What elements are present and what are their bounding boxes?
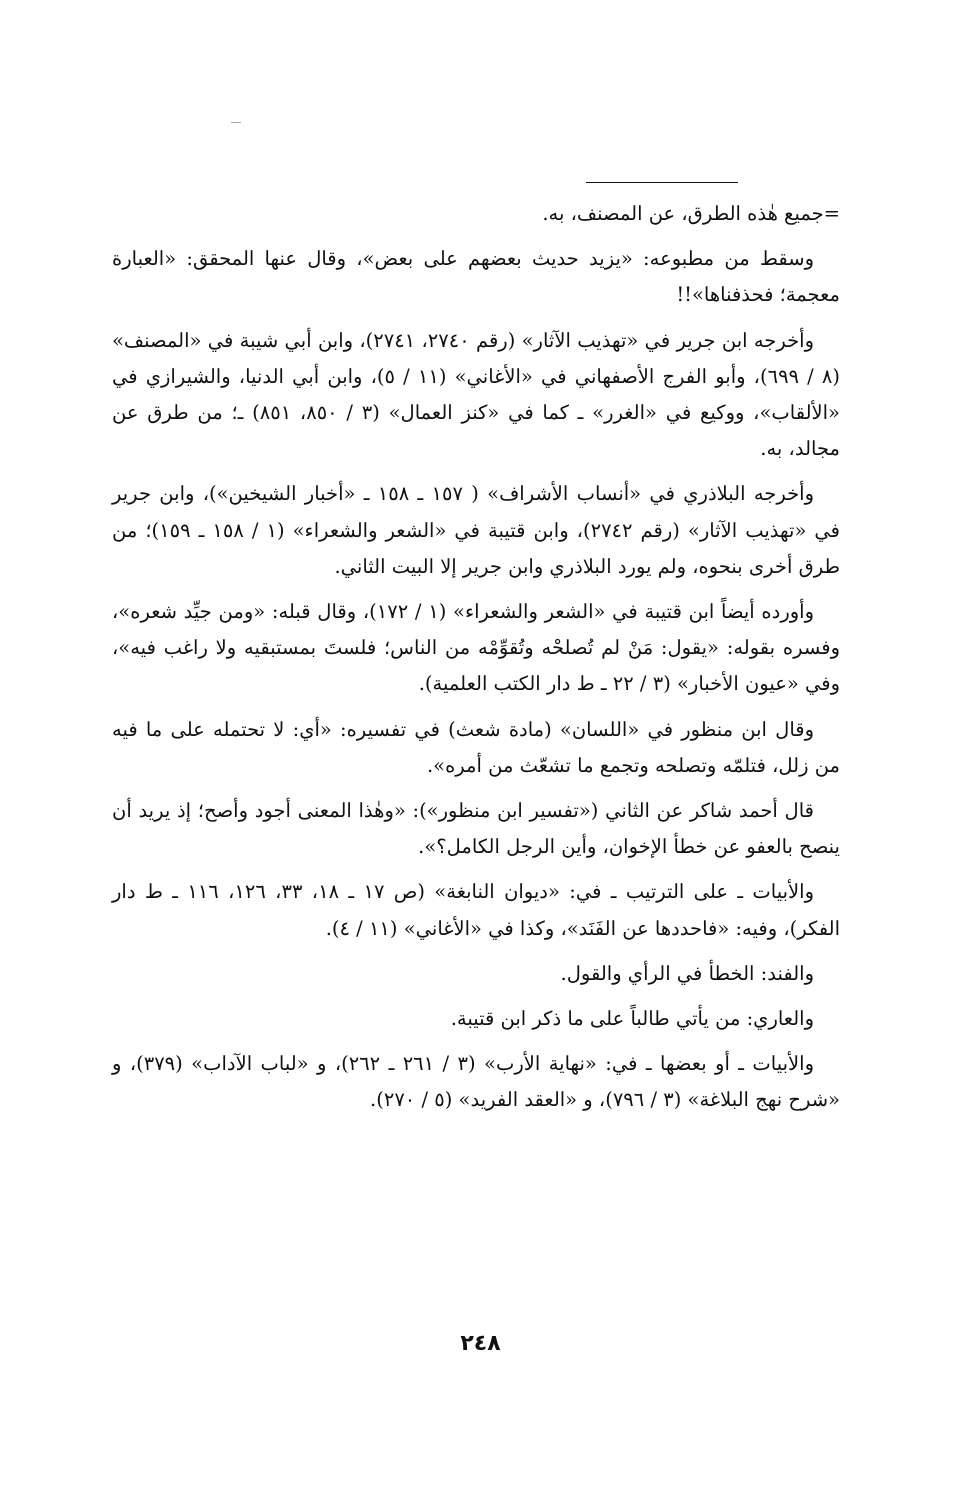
footnote-paragraph-ibn-manzur: وقال ابن منظور في «اللسان» (مادة شعث) في تفسيره: «أي: لا تحتمله على ما فيه من زلل، فتلمّه وتصلحه وتجمع ما تشعّث من أمره». xyxy=(112,717,840,777)
footnote-paragraph-ibn-qutayba: وأورده أيضاً ابن قتيبة في «الشعر والشعراء» (١ / ١٧٢)، وقال قبله: «ومن جيِّد شعره»، وفسره بقوله: «يقول: مَنْ لم تُصلحْه وتُقوِّمْه من الناس؛ فلستَ بمستبقيه ولا راغب فيه»، وفي «عيون الأخبار» (٣ / ٢٢ ـ ط دار الكتب العلمية). xyxy=(112,600,840,696)
footnote-paragraph-missing-text: وسقط من مطبوعه: «يزيد حديث بعضهم على بعض»، وقال عنها المحقق: «العبارة معجمة؛ فحذفناها»!! xyxy=(112,247,840,307)
footnote-text-block xyxy=(112,196,840,1128)
footnote-paragraph-continuation: =جميع هٰذه الطرق، عن المصنف، به. xyxy=(542,202,840,225)
footnote-paragraph-ahmad-shakir: قال أحمد شاكر عن الثاني («تفسير ابن منظور»): «وهٰذا المعنى أجود وأصح؛ إذ يريد أن ينصح بالعفو عن خطأ الإخوان، وأين الرجل الكامل؟». xyxy=(112,799,840,859)
footnote-paragraph-ibn-jarir-sources: وأخرجه ابن جرير في «تهذيب الآثار» (رقم ٢٧٤٠، ٢٧٤١)، وابن أبي شيبة في «المصنف» (٨ / ٦٩٩)، وأبو الفرج الأصفهاني في «الأغاني» (١١ / ٥)، وابن أبي الدنيا، والشيرازي في «الألقاب»، ووكيع في «الغرر» ـ كما في «كنز العمال» (٣ / ٨٥٠، ٨٥١) ـ؛ من طرق عن مجالد، به. xyxy=(112,328,840,461)
page-number: ٢٤٨ xyxy=(460,1331,501,1356)
footnote-paragraph-other-sources: والأبيات ـ أو بعضها ـ في: «نهاية الأرب» (٣ / ٢٦١ ـ ٢٦٢)، و «لباب الآداب» (٣٧٩)، و «شرح نهج البلاغة» (٣ / ٧٩٦)، و «العقد الفريد» (٥ / ٢٧٠). xyxy=(112,1052,840,1112)
footnote-separator-rule xyxy=(586,182,738,183)
footnote-paragraph-fand-definition: والفند: الخطأ في الرأي والقول. xyxy=(560,961,814,985)
footnote-paragraph-diwan-nabigha: والأبيات ـ على الترتيب ـ في: «ديوان النابغة» (ص ١٧ ـ ١٨، ٣٣، ١٢٦، ١١٦ ـ ط دار الفكر)، وفيه: «فاحددها عن الفَنَد»، وكذا في «الأغاني» (١١ / ٤). xyxy=(112,880,840,940)
footnote-paragraph-baladhuri: وأخرجه البلاذري في «أنساب الأشراف» ( ١٥٧ ـ ١٥٨ ـ «أخبار الشيخين»)، وابن جرير في «تهذيب الآثار» (رقم ٢٧٤٢)، وابن قتيبة في «الشعر والشعراء» (١ / ١٥٨ ـ ١٥٩)؛ من طرق أخرى بنحوه، ولم يورد البلاذري وابن جرير إلا البيت الثاني. xyxy=(112,482,840,578)
scan-mark xyxy=(231,122,241,123)
footnote-paragraph-ari-definition: والعاري: من يأتي طالباً على ما ذكر ابن قتيبة. xyxy=(450,1007,814,1031)
